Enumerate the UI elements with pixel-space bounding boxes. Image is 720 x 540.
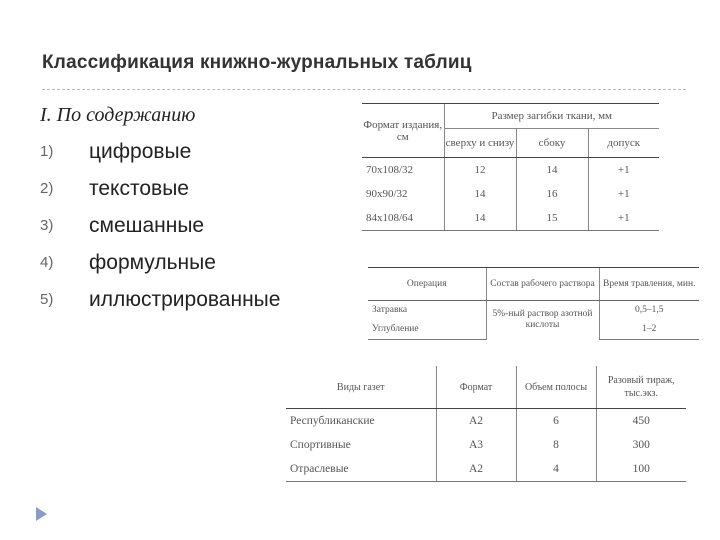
header-tolerance: допуск — [588, 129, 659, 158]
header-composition: Состав рабочего раствора — [486, 268, 599, 301]
table-row — [362, 182, 659, 206]
table-cell: Отраслевые — [286, 457, 436, 482]
table-row — [368, 301, 699, 321]
header-fold-size: Размер загибки ткани, мм — [444, 104, 659, 129]
list-item-number: 5) — [40, 291, 54, 308]
table-row — [362, 158, 659, 183]
table-row — [286, 409, 686, 434]
table-cell: 16 — [516, 182, 588, 206]
table-cell: 4 — [516, 457, 596, 482]
header-run: Разовый тираж, тыс.экз. — [596, 366, 686, 409]
table-cell: 0,5–1,5 — [599, 301, 699, 321]
table-cell: А2 — [436, 409, 516, 434]
newspaper-table — [286, 366, 686, 482]
list-item-label: цифровые — [89, 140, 192, 163]
table-cell: 14 — [444, 182, 516, 206]
header-operation: Операция — [368, 268, 486, 301]
slide-title: Классификация книжно-журнальных таблиц — [42, 52, 472, 73]
table-cell: +1 — [588, 158, 659, 183]
triangle-icon[interactable] — [34, 506, 48, 522]
header-format: Формат издания, см — [362, 104, 444, 158]
table-cell: +1 — [588, 182, 659, 206]
header-format: Формат — [436, 366, 516, 409]
list-item-label: текстовые — [89, 177, 189, 200]
list-item-label: иллюстрированные — [89, 288, 281, 311]
table-cell: А2 — [436, 457, 516, 482]
table-cell: 6 — [516, 409, 596, 434]
table-cell: 8 — [516, 433, 596, 457]
table-cell: 84x108/64 — [362, 206, 444, 231]
table-cell: +1 — [588, 206, 659, 231]
table-cell: 100 — [596, 457, 686, 482]
table-cell: 90x90/32 — [366, 188, 408, 200]
header-side: сбоку — [516, 129, 588, 158]
table-cell: Затравка — [372, 305, 408, 315]
etching-table — [368, 267, 699, 340]
header-time: Время травления, мин. — [599, 268, 699, 301]
header-kind: Виды газет — [286, 366, 436, 409]
list-item-number: 3) — [40, 217, 54, 234]
table-cell: 14 — [516, 158, 588, 183]
table-cell: 12 — [444, 158, 516, 183]
list-item-label: смешанные — [89, 214, 205, 237]
table-cell: 1–2 — [599, 320, 699, 340]
section-heading: I. По содержанию — [40, 104, 196, 126]
list-item-number: 4) — [40, 254, 54, 271]
table-cell: 450 — [596, 409, 686, 434]
table-cell: 70x108/32 — [366, 164, 414, 176]
list-item-number: 2) — [40, 180, 54, 197]
header-top-bottom: сверху и снизу — [444, 129, 516, 158]
table-cell: 14 — [444, 206, 516, 231]
table-cell: Республиканские — [290, 415, 375, 427]
fabric-fold-table — [362, 103, 659, 231]
table-cell: 15 — [516, 206, 588, 231]
table-cell: А3 — [436, 433, 516, 457]
table-row — [286, 457, 686, 482]
table-cell: Углубление — [368, 320, 486, 340]
table-row — [362, 206, 659, 231]
list-item-number: 1) — [40, 143, 54, 160]
list-item-label: формульные — [89, 251, 216, 274]
table-row — [286, 433, 686, 457]
table-cell: 5%-ный раствор азотной кислоты — [486, 301, 599, 340]
table-cell: 300 — [596, 433, 686, 457]
table-cell: Спортивные — [290, 439, 351, 451]
header-volume: Объем полосы — [516, 366, 596, 409]
title-divider — [42, 89, 686, 90]
